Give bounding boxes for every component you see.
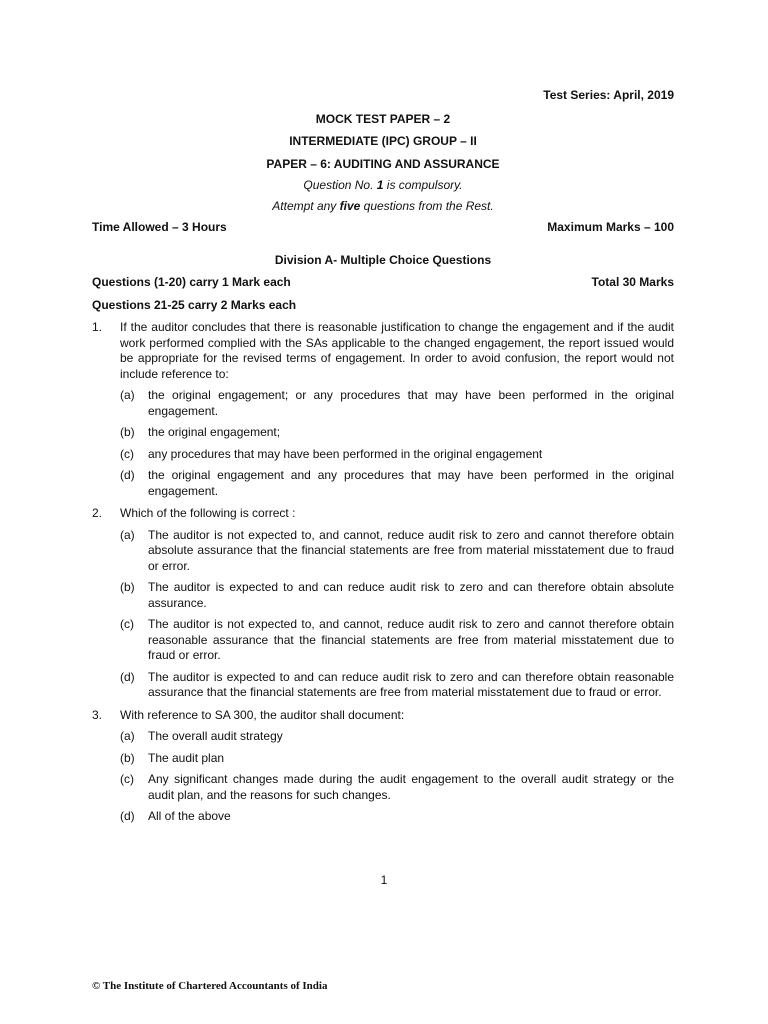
question-list [92,320,674,825]
option-text: Any significant changes made during the audit engagement to the overall audit strategy or the audit plan, and the reasons for such changes. [148,772,674,802]
document-page [92,88,674,825]
option-text: the original engagement and any procedures that may have been performed in the original engagement. [148,468,674,498]
answer-option [92,468,674,499]
answer-option [92,580,674,611]
option-text: the original engagement; or any procedures that may have been performed in the original engagement. [148,388,674,418]
question-range-1: Questions (1-20) carry 1 Mark each [92,275,291,289]
option-text: The auditor is not expected to, and cannot, reduce audit risk to zero and cannot therefore obtain reasonable assurance that the financial statements are free from material misstatement due to fraud or error. [148,617,674,662]
option-label: (a) [120,527,135,542]
question-item [92,506,674,522]
instruction-compulsory: Question No. 1 is compulsory. [303,178,463,192]
question-item [92,320,674,382]
question-range-2: Questions 21-25 carry 2 Marks each [92,297,297,312]
answer-option [92,425,674,441]
page-number: 1 [380,873,388,887]
answer-option [92,528,674,575]
footer-copyright: © The Institute of Chartered Accountants of India [92,980,328,992]
option-label: (b) [120,580,135,594]
option-label: (c) [120,772,134,786]
answer-option [92,772,674,803]
option-label: (b) [120,425,135,439]
option-label: (d) [120,809,135,823]
option-text: All of the above [148,809,231,823]
time-marks-row [92,220,674,236]
question-number: 2. [92,506,103,520]
option-label: (b) [120,750,135,765]
paper-title-3: PAPER – 6: AUDITING AND ASSURANCE [266,156,500,171]
answer-option [92,729,674,745]
option-label: (c) [120,617,134,631]
paper-title-1: MOCK TEST PAPER – 2 [315,111,451,126]
option-text: The auditor is expected to and can reduce audit risk to zero and can therefore obtain reasonable assurance that the financial statements are free from material misstatement due to fraud or error. [148,669,674,699]
option-text: any procedures that may have been performed in the original engagement [148,446,543,461]
question-text: Which of the following is correct : [120,506,296,520]
option-label: (d) [120,468,135,482]
division-heading: Division A- Multiple Choice Questions [274,252,492,267]
question-item [92,708,674,724]
paper-title-2: INTERMEDIATE (IPC) GROUP – II [289,134,477,148]
answer-option [92,751,674,767]
option-label: (a) [120,388,135,402]
question-number: 3. [92,707,103,722]
option-text: The overall audit strategy [148,729,283,743]
option-text: The audit plan [148,750,225,765]
question-text: If the auditor concludes that there is reasonable justification to change the engagement and if the audit work performed complied with the SAs applicable to the changed engagement, the report issued would be appropriate for the revised terms of engagement. In order to avoid confusion, the report would not include reference to: [120,320,674,381]
question-text: With reference to SA 300, the auditor shall document: [120,707,405,722]
instruction-attempt: Attempt any five questions from the Rest. [272,198,494,213]
option-text: The auditor is not expected to, and cannot, reduce audit risk to zero and cannot therefore obtain absolute assurance that the financial statements are free from material misstatement due to fraud or error. [148,527,674,573]
answer-option [92,388,674,419]
question-number: 1. [92,320,103,334]
answer-option [92,670,674,701]
option-label: (d) [120,669,135,684]
option-label: (c) [120,446,134,461]
time-allowed: Time Allowed – 3 Hours [92,220,227,234]
answer-option [92,447,674,463]
total-marks: Total 30 Marks [591,275,674,289]
maximum-marks: Maximum Marks – 100 [547,220,674,234]
option-label: (a) [120,729,135,743]
test-series-label: Test Series: April, 2019 [543,88,674,102]
marks-row [92,275,674,291]
option-text: the original engagement; [148,425,281,439]
option-text: The auditor is expected to and can reduce audit risk to zero and can therefore obtain absolute assurance. [148,580,674,610]
answer-option [92,617,674,664]
answer-option [92,809,674,825]
